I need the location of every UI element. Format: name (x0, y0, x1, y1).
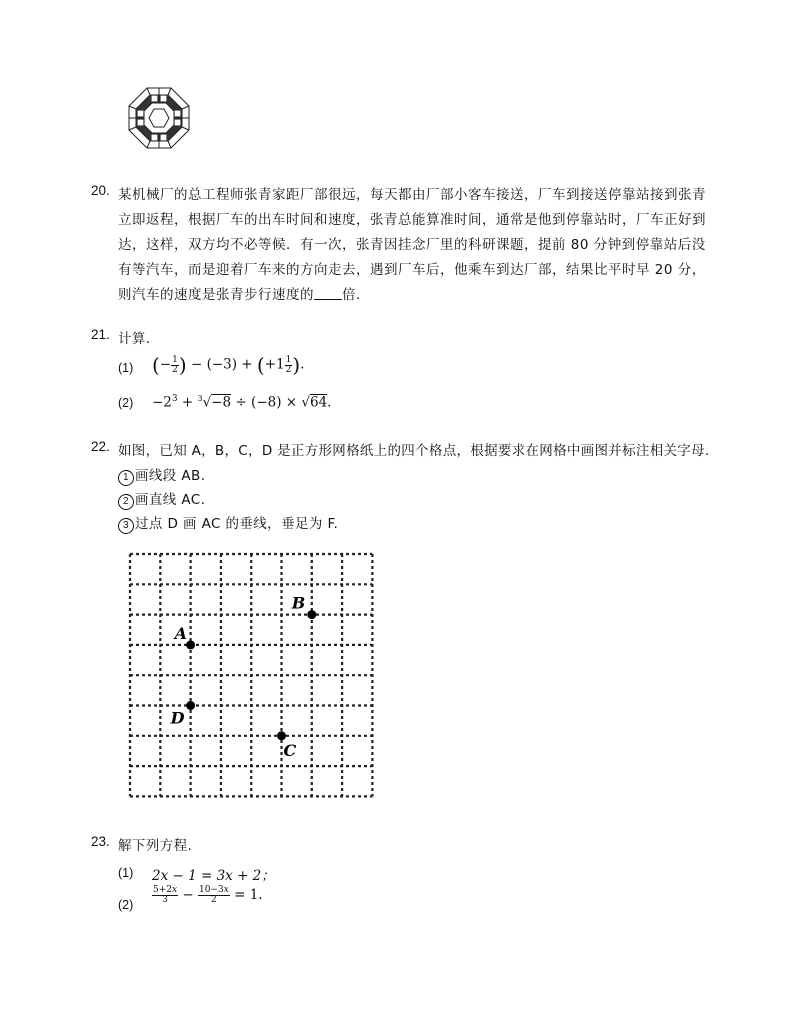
point-c[interactable] (277, 731, 286, 740)
question-23-sub1-label: (1) (118, 866, 134, 880)
question-21-sub1-expression: (− $\frac{1}{2}$ ) − (−3) + (+1 $\frac{1}{2}$ ). (152, 353, 305, 377)
point-a[interactable] (186, 640, 195, 649)
question-20-line-4: 有等汽车，而是迎着厂车来的方向走去，遇到厂车后，他乘车到达厂部，结果比平时早 20 分， (118, 262, 706, 278)
question-21-sub1-label: (1) (118, 361, 134, 375)
step-2-text: 画直线 AC. (135, 492, 206, 508)
question-23-title: 解下列方程. (118, 838, 193, 854)
point-d[interactable] (186, 701, 195, 710)
question-23-number: 23. (91, 834, 110, 849)
question-23-sub1-equation: 2x − 1 = 3x + 2； (152, 868, 275, 884)
question-20-line-2: 立即返程，根据厂车的出车时间和速度，张青总能算准时间，通常是他到停靠站时，厂车正好到 (118, 212, 706, 228)
point-label-d: D (170, 708, 185, 728)
step-1-text: 画线段 AB. (135, 468, 206, 484)
question-22-step-3 (118, 512, 338, 534)
question-21-number: 21. (91, 327, 110, 342)
question-22-intro: 如图，已知 A，B，C，D 是正方形网格纸上的四个格点，根据要求在网格中画图并标注相关字母. (118, 443, 710, 459)
question-20-line-5-end: 倍. (342, 287, 361, 303)
question-21-sub2-label: (2) (118, 396, 134, 410)
question-23-sub2-tail: = 1. (234, 887, 263, 903)
question-20-line-3: 达，这样，双方均不必等候．有一次，张青因挂念厂里的科研课题，提前 80 分钟到停靠站后没 (118, 237, 706, 253)
point-label-a: A (174, 623, 188, 643)
geometric-pattern-figure (128, 87, 190, 149)
point-label-c: C (283, 740, 297, 760)
question-21-sub2-expression: $-2^3 + ^3√-8 \div (-8) \times √64$. (152, 394, 332, 411)
step-mark-2: 2 (118, 494, 134, 510)
point-label-b: B (291, 593, 306, 613)
question-22-number: 22. (91, 439, 110, 454)
point-b[interactable] (307, 610, 316, 619)
question-20-line-1: 某机械厂的总工程师张青家距厂部很远，每天都由厂部小客车接送，厂车到接送停靠站接到张青 (118, 187, 706, 203)
question-20-line-5 (118, 283, 361, 303)
question-20-line-5-text: 则汽车的速度是张青步行速度的 (118, 287, 314, 303)
question-22-step-1 (118, 464, 205, 486)
step-mark-1: 1 (118, 470, 134, 486)
step-3-text: 过点 D 画 AC 的垂线，垂足为 F. (135, 516, 339, 532)
question-20-number: 20. (91, 183, 110, 198)
question-23-sub2-label: (2) (118, 898, 134, 912)
question-23-sub2-equation: $\frac{5+2x}{3}$ − $\frac{10-3x}{2}$ = 1. (153, 885, 263, 905)
step-mark-3: 3 (118, 518, 134, 534)
answer-blank[interactable] (314, 287, 342, 300)
question-21-title: 计算. (118, 331, 151, 347)
question-22-step-2 (118, 488, 205, 510)
grid-figure[interactable] (120, 542, 376, 802)
